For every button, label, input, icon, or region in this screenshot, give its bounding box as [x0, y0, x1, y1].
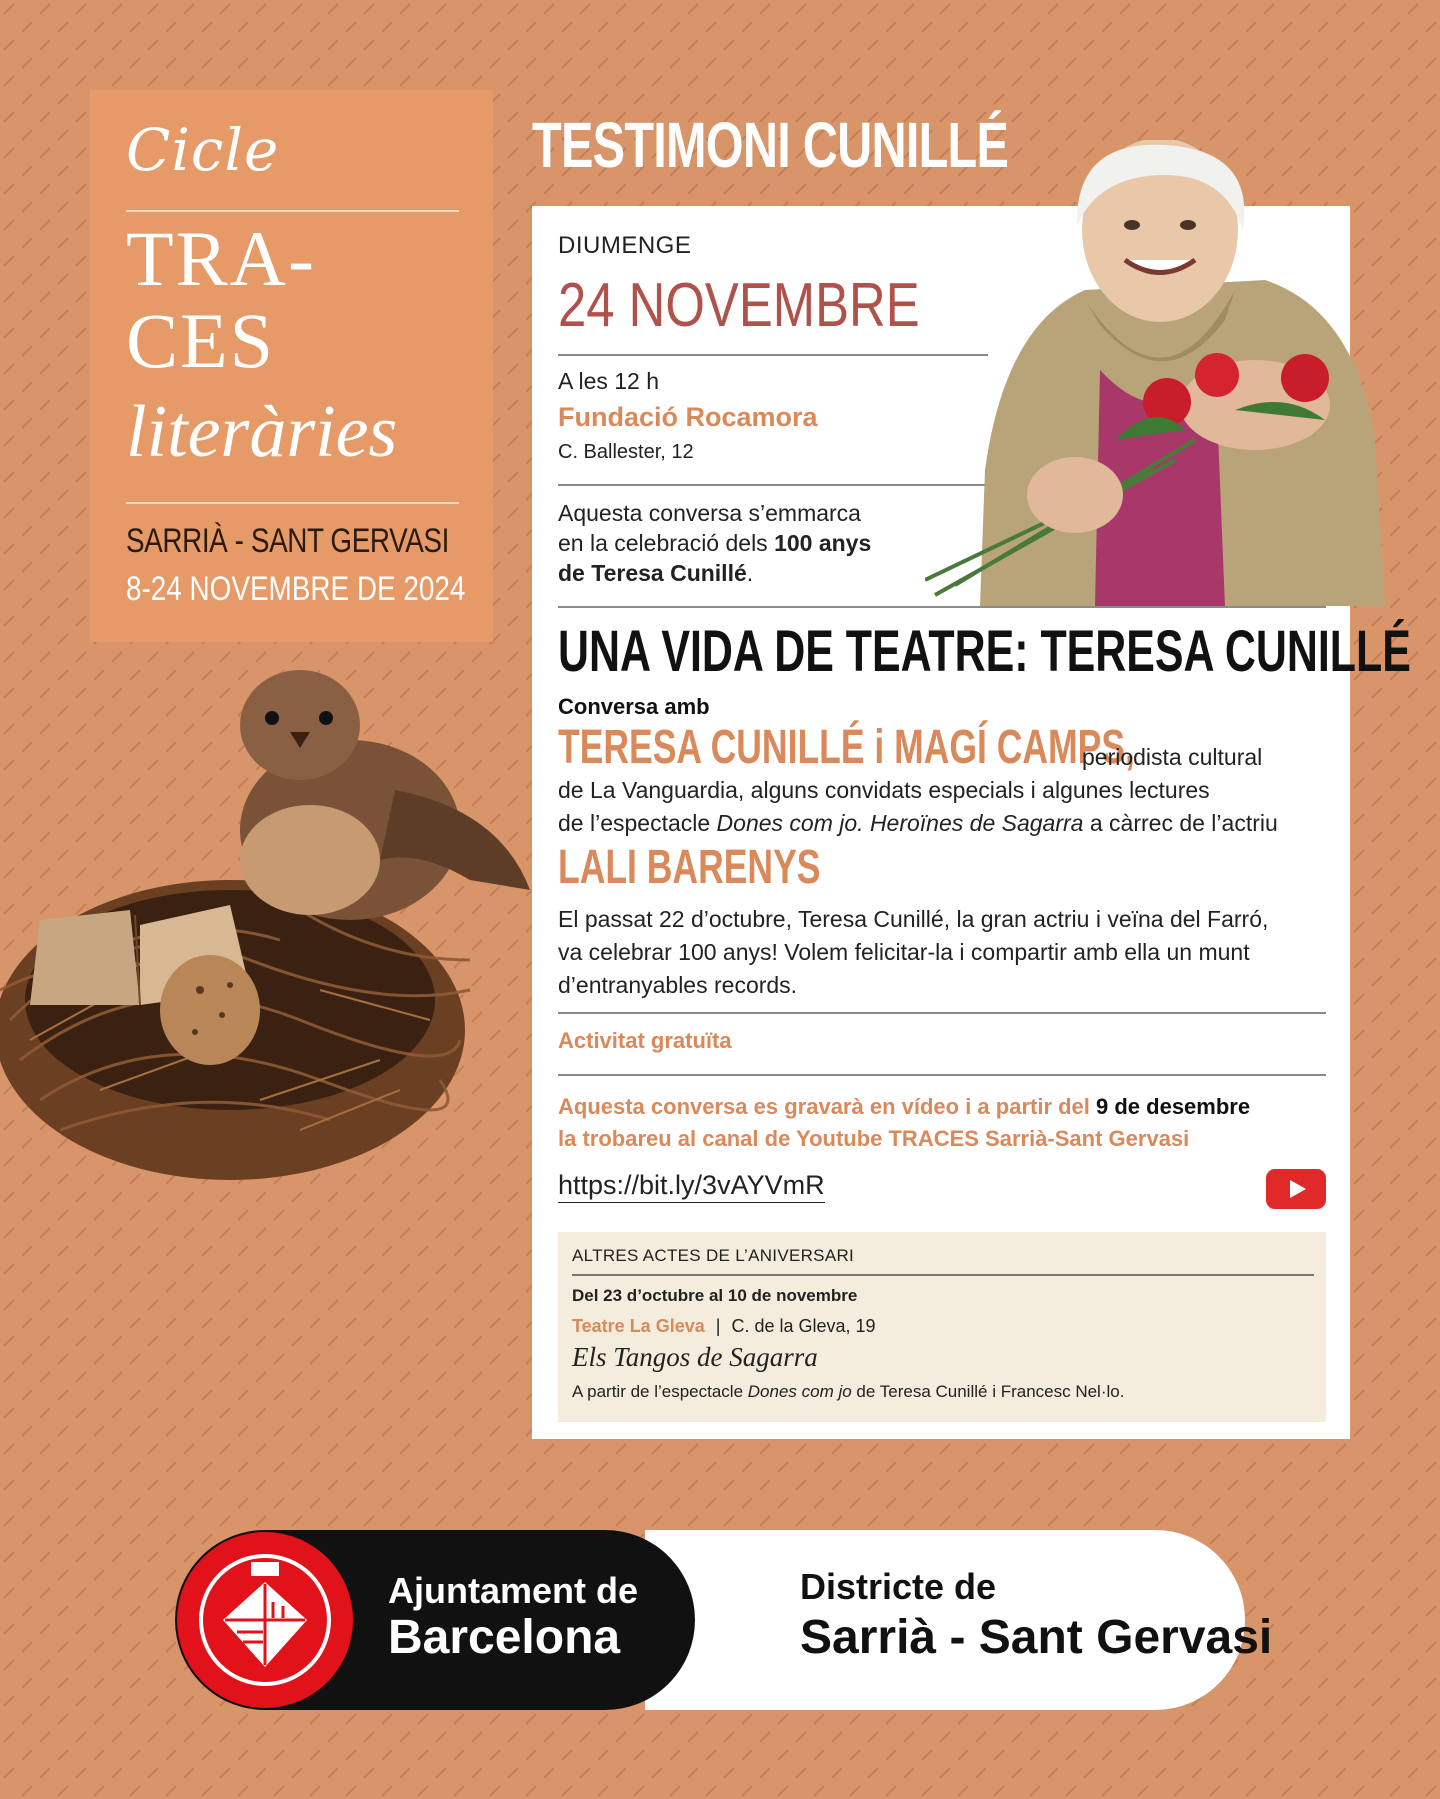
guests-description: periodista cultural: [1082, 744, 1263, 770]
other-venue-line: Teatre La Gleva | C. de la Gleva, 19: [572, 1316, 876, 1336]
event-weekday: DIUMENGE: [558, 232, 692, 259]
event-date: 24 NOVEMBRE: [558, 271, 920, 340]
divider: [558, 1012, 1326, 1014]
other-note: A partir de l’espectacle Dones com jo de Teresa Cunillé i Francesc Nel·lo.: [572, 1382, 1125, 1401]
youtube-icon[interactable]: [1266, 1169, 1326, 1209]
body-line-2: de l’espectacle Dones com jo. Heroïnes de Sagarra a càrrec de l’actriu: [558, 810, 1278, 836]
other-dates: Del 23 d’octubre al 10 de novembre: [572, 1286, 858, 1305]
other-heading: ALTRES ACTES DE L’ANIVERSARI: [572, 1246, 855, 1265]
intro-line-2: en la celebració dels 100 anys: [558, 530, 872, 556]
divider: [558, 606, 1326, 608]
divider: [558, 354, 988, 356]
logo-bar: [175, 1530, 1273, 1710]
event-time: A les 12 h: [558, 368, 660, 394]
youtube-link[interactable]: https://bit.ly/3vAYVmR: [558, 1170, 825, 1203]
other-show: Els Tangos de Sagarra: [572, 1342, 818, 1372]
divider: [126, 210, 459, 212]
barcelona-shield-icon: [177, 1532, 353, 1708]
divider: [126, 502, 459, 504]
cycle-tra-text: TRA-: [126, 215, 316, 302]
paragraph-line-1: El passat 22 d’octubre, Teresa Cunillé, la gran actriu i veïna del Farró,: [558, 906, 1269, 932]
districte-line-2: Sarrià - Sant Gervasi: [800, 1611, 1273, 1664]
event-address: C. Ballester, 12: [558, 441, 694, 463]
cycle-literaries-text: literàries: [126, 391, 398, 473]
cycle-dates: 8-24 NOVEMBRE DE 2024: [126, 570, 466, 608]
barcelona-shield-emblem: [177, 1532, 353, 1708]
video-line-2: la trobareu al canal de Youtube TRACES Sarrià-Sant Gervasi: [558, 1126, 1190, 1151]
divider: [572, 1274, 1314, 1276]
event-venue: Fundació Rocamora: [558, 402, 818, 432]
conversa-label: Conversa amb: [558, 694, 710, 719]
actress-name: LALI BARENYS: [558, 841, 821, 894]
intro-line-3: de Teresa Cunillé.: [558, 560, 754, 586]
divider: [558, 484, 988, 486]
free-activity: Activitat gratuïta: [558, 1028, 732, 1053]
cycle-box: [90, 90, 493, 642]
other-acts-box: [558, 1232, 1326, 1422]
ajuntament-logo-area: [175, 1530, 695, 1710]
cycle-ces-text: CES: [126, 297, 276, 384]
guests-names: TERESA CUNILLÉ i MAGÍ CAMPS,: [558, 721, 1135, 774]
ajuntament-line-1: Ajuntament de: [388, 1570, 639, 1611]
video-line-1: Aquesta conversa es gravarà en vídeo i a partir del 9 de desembre: [558, 1094, 1251, 1119]
page-title: TESTIMONI CUNILLÉ: [532, 109, 1009, 181]
divider: [558, 1074, 1326, 1076]
districte-line-1: Districte de: [800, 1566, 997, 1607]
event-heading: UNA VIDA DE TEATRE: TERESA CUNILLÉ: [558, 619, 1411, 684]
portrait-photo: [925, 140, 1390, 606]
ajuntament-line-2: Barcelona: [388, 1611, 621, 1664]
cycle-district: SARRIÀ - SANT GERVASI: [126, 522, 449, 560]
paragraph-line-2: va celebrar 100 anys! Volem felicitar-la i compartir amb ella un munt: [558, 939, 1250, 965]
district-logo-area: [645, 1530, 1273, 1710]
body-line-1: de La Vanguardia, alguns convidats especials i algunes lectures: [558, 777, 1210, 803]
intro-line-1: Aquesta conversa s’emmarca: [558, 500, 861, 526]
cycle-cicle-text: Cicle: [126, 116, 280, 184]
paragraph-line-3: d’entranyables records.: [558, 972, 798, 998]
bird-nest-illustration: [0, 660, 540, 1400]
